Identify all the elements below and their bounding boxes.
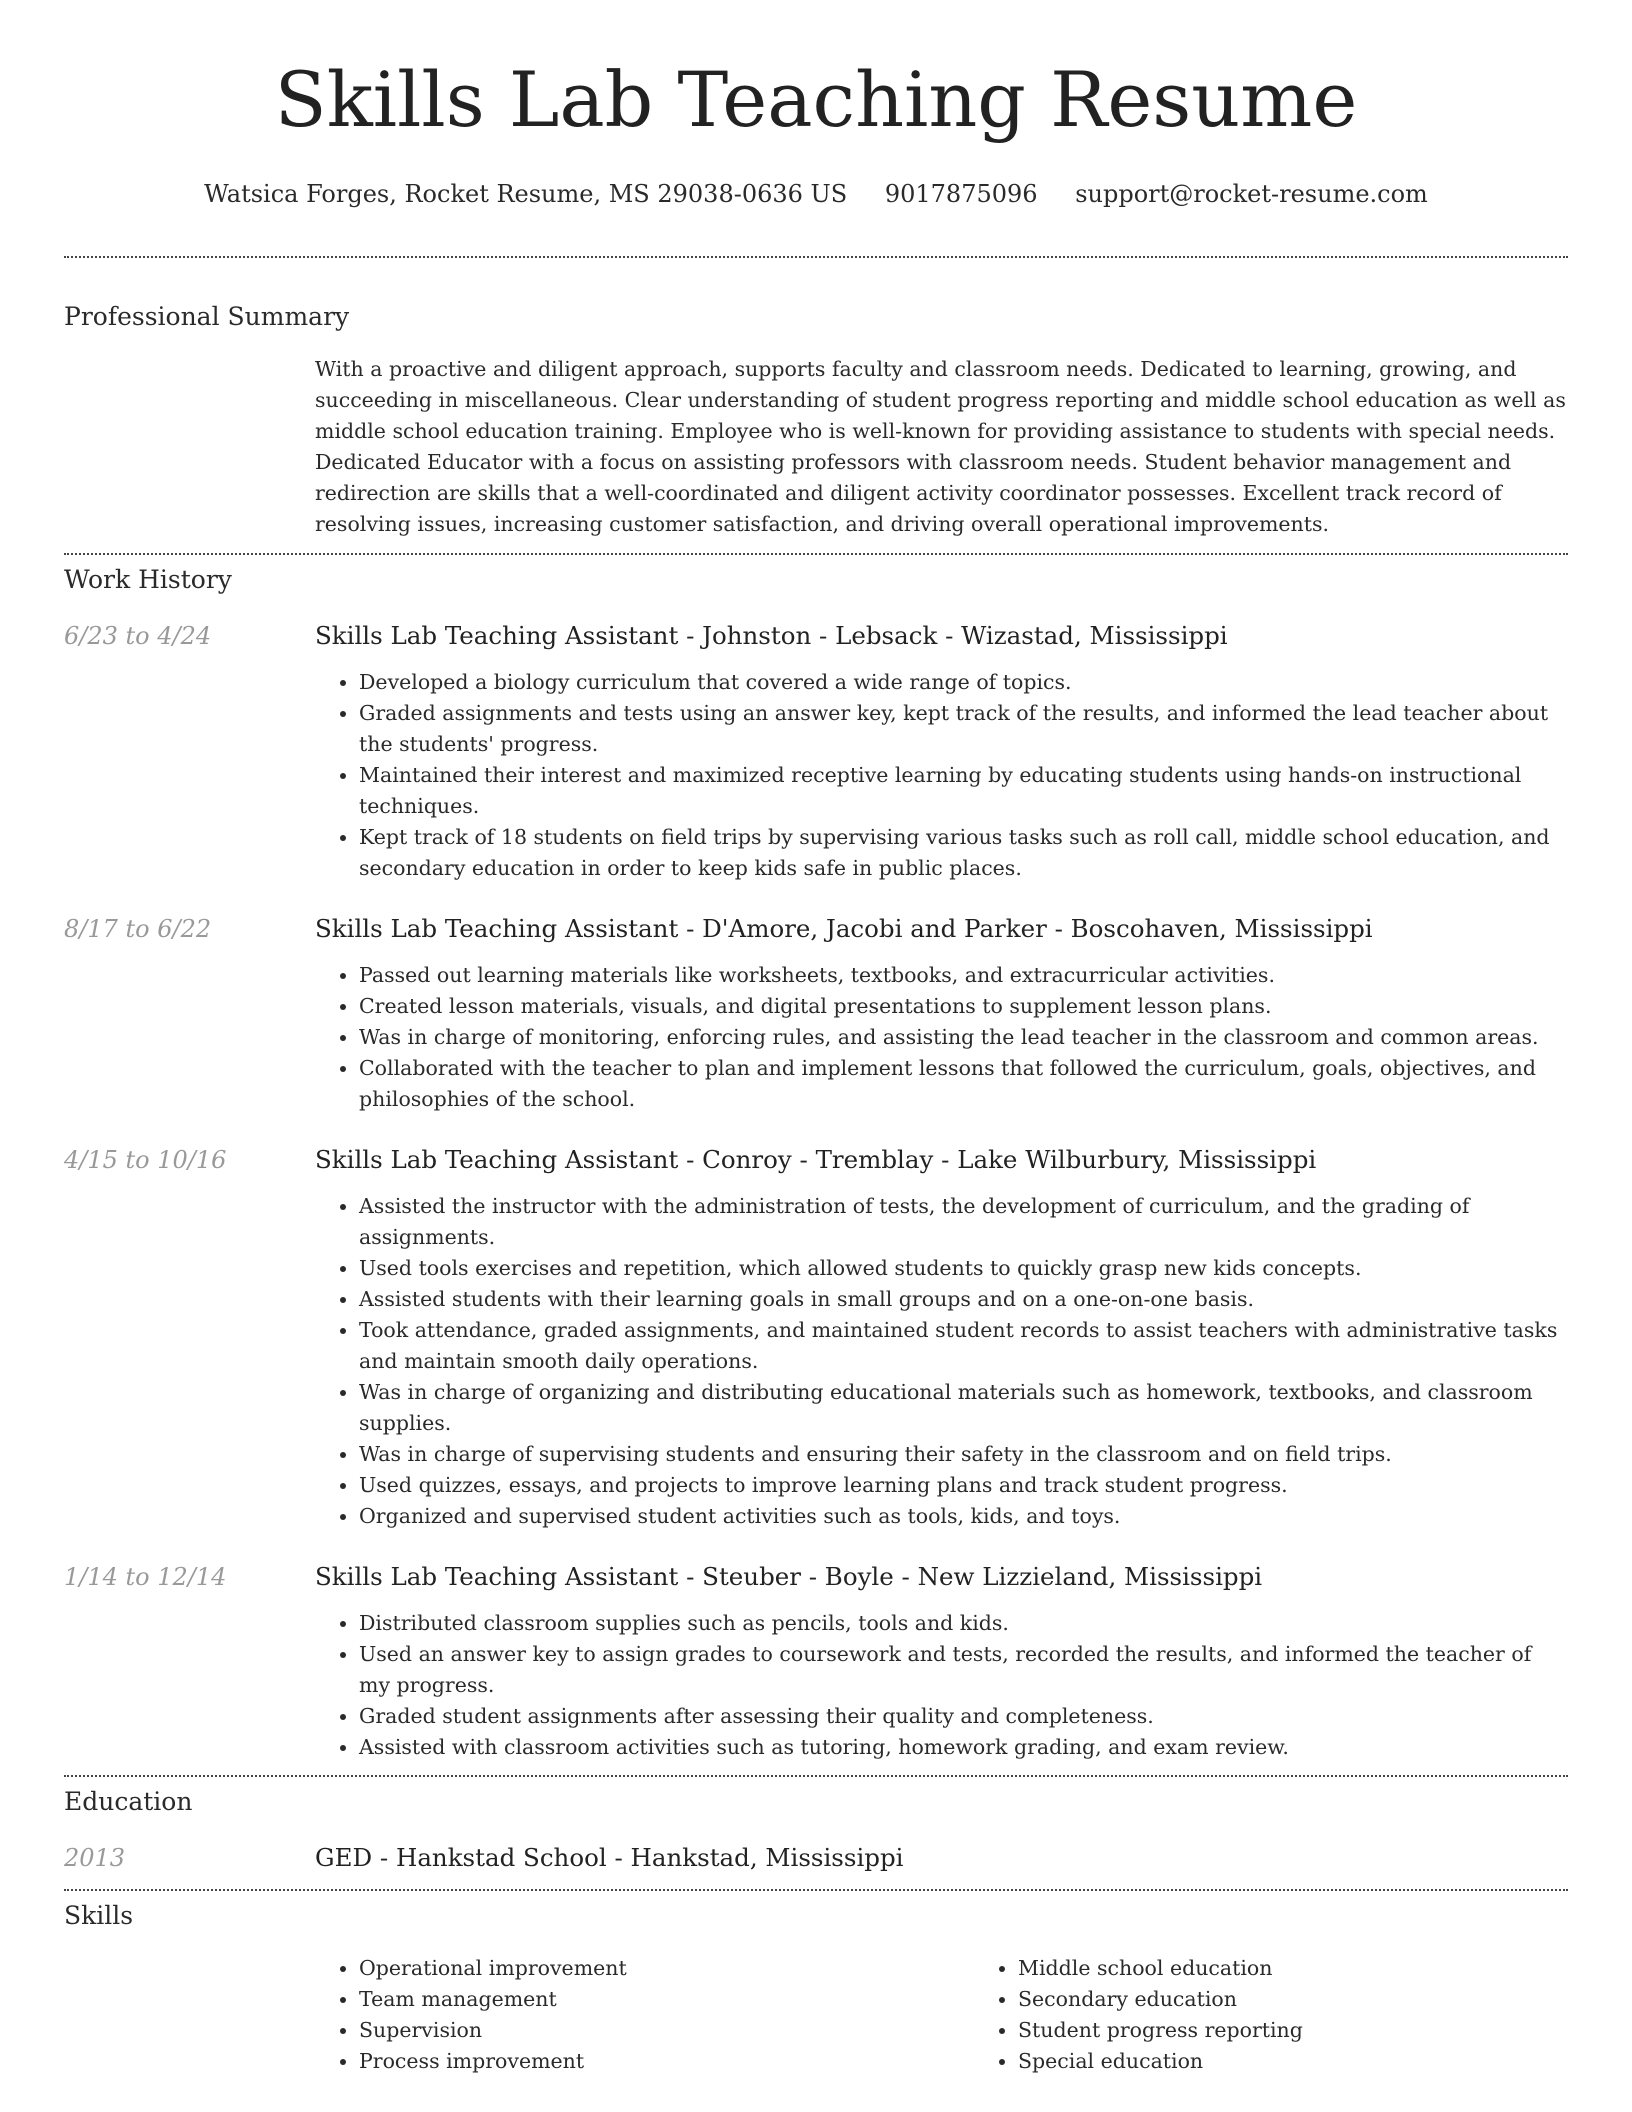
education-entry [64, 1841, 1568, 1889]
job-bullets [315, 1608, 1568, 1763]
list-item: • Kept track of 18 students on field trips by supervising various tasks such as roll call, middle school education, and secondary education in order to keep kids safe in public places. [359, 822, 1568, 884]
skill-item: • Special education [1018, 2046, 1568, 2077]
job-bullets [315, 667, 1568, 884]
list-item: • Distributed classroom supplies such as pencils, tools and kids. [359, 1608, 1568, 1639]
job-entry [64, 912, 1568, 1115]
list-item: • Graded assignments and tests using an answer key, kept track of the results, and informed the lead teacher about the students' progress. [359, 698, 1568, 760]
section-title-skills: Skills [64, 1901, 134, 1930]
job-title: Skills Lab Teaching Assistant - D'Amore, Jacobi and Parker - Boscohaven, Mississippi [315, 914, 1373, 943]
list-item: • Used quizzes, essays, and projects to improve learning plans and track student progress. [359, 1470, 1568, 1501]
skills-section [0, 1891, 1632, 2077]
work-history-section [0, 555, 1632, 1775]
job-entry [64, 1143, 1568, 1532]
list-item: • Developed a biology curriculum that covered a wide range of topics. [359, 667, 1568, 698]
skill-item: • Middle school education [1018, 1953, 1568, 1984]
job-dates: 6/23 to 4/24 [64, 622, 212, 650]
job-dates: 4/15 to 10/16 [64, 1146, 227, 1174]
contact-line [0, 178, 1632, 210]
education-year: 2013 [64, 1844, 126, 1872]
skills-list-left [315, 1953, 974, 2077]
skill-item: • Student progress reporting [1018, 2015, 1568, 2046]
list-item: • Used an answer key to assign grades to coursework and tests, recorded the results, and informed the teacher of my progress. [359, 1639, 1568, 1701]
list-item: • Created lesson materials, visuals, and digital presentations to supplement lesson plans. [359, 991, 1568, 1022]
section-title-summary: Professional Summary [64, 302, 350, 331]
contact-phone: 9017875096 [884, 180, 1038, 208]
job-title: Skills Lab Teaching Assistant - Conroy - Tremblay - Lake Wilburbury, Mississippi [315, 1145, 1317, 1174]
list-item: • Was in charge of supervising students and ensuring their safety in the classroom and on field trips. [359, 1439, 1568, 1470]
list-item: • Collaborated with the teacher to plan and implement lessons that followed the curriculum, goals, objectives, and philosophies of the school. [359, 1053, 1568, 1115]
list-item: • Maintained their interest and maximized receptive learning by educating students using hands-on instructional techniques. [359, 760, 1568, 822]
skill-item: • Team management [359, 1984, 974, 2015]
summary-section [0, 258, 1632, 553]
skill-item: • Operational improvement [359, 1953, 974, 1984]
list-item: • Assisted the instructor with the administration of tests, the development of curriculum, and the grading of assignments. [359, 1191, 1568, 1253]
skills-list-right [974, 1953, 1568, 2077]
list-item: • Assisted students with their learning goals in small groups and on a one-on-one basis. [359, 1284, 1568, 1315]
education-section [0, 1777, 1632, 1889]
list-item: • Assisted with classroom activities such as tutoring, homework grading, and exam review. [359, 1732, 1568, 1763]
list-item: • Organized and supervised student activities such as tools, kids, and toys. [359, 1501, 1568, 1532]
list-item: • Graded student assignments after assessing their quality and completeness. [359, 1701, 1568, 1732]
contact-email: support@rocket-resume.com [1075, 180, 1428, 208]
list-item: • Was in charge of organizing and distributing educational materials such as homework, textbooks, and classroom supplies. [359, 1377, 1568, 1439]
contact-address: Watsica Forges, Rocket Resume, MS 29038-0636 US [204, 180, 848, 208]
job-bullets [315, 960, 1568, 1115]
list-item: • Used tools exercises and repetition, which allowed students to quickly grasp new kids concepts. [359, 1253, 1568, 1284]
job-title: Skills Lab Teaching Assistant - Steuber - Boyle - New Lizzieland, Mississippi [315, 1562, 1263, 1591]
skill-item: • Secondary education [1018, 1984, 1568, 2015]
skill-item: • Supervision [359, 2015, 974, 2046]
list-item: • Took attendance, graded assignments, and maintained student records to assist teachers with administrative tasks and maintain smooth daily operations. [359, 1315, 1568, 1377]
job-dates: 1/14 to 12/14 [64, 1563, 227, 1591]
skill-item: • Process improvement [359, 2046, 974, 2077]
list-item: • Was in charge of monitoring, enforcing rules, and assisting the lead teacher in the classroom and common areas. [359, 1022, 1568, 1053]
section-title-work-history: Work History [64, 565, 232, 594]
job-entry [64, 619, 1568, 884]
resume-title: Skills Lab Teaching Resume [274, 55, 1358, 144]
summary-text: With a proactive and diligent approach, supports faculty and classroom needs. Dedicated to learning, growing, and succeeding in miscellaneous. Clear understanding of student progress reporting and middle school education as well as middle school education training. Employee who is well-known for providing assistance to students with special needs. Dedicated Educator with a focus on assisting professors with classroom needs. Student behavior management and redirection are skills that a well-coordinated and diligent activity coordinator possesses. Excellent track record of resolving issues, increasing customer satisfaction, and driving overall operational improvements. [315, 357, 1566, 536]
job-title: Skills Lab Teaching Assistant - Johnston - Lebsack - Wizastad, Mississippi [315, 621, 1228, 650]
section-title-education: Education [64, 1787, 193, 1816]
resume-header [0, 0, 1632, 210]
job-dates: 8/17 to 6/22 [64, 915, 212, 943]
list-item: • Passed out learning materials like worksheets, textbooks, and extracurricular activities. [359, 960, 1568, 991]
skills-columns [315, 1953, 1568, 2077]
job-bullets [315, 1191, 1568, 1532]
job-entry [64, 1560, 1568, 1775]
education-detail: GED - Hankstad School - Hankstad, Mississippi [315, 1843, 904, 1872]
